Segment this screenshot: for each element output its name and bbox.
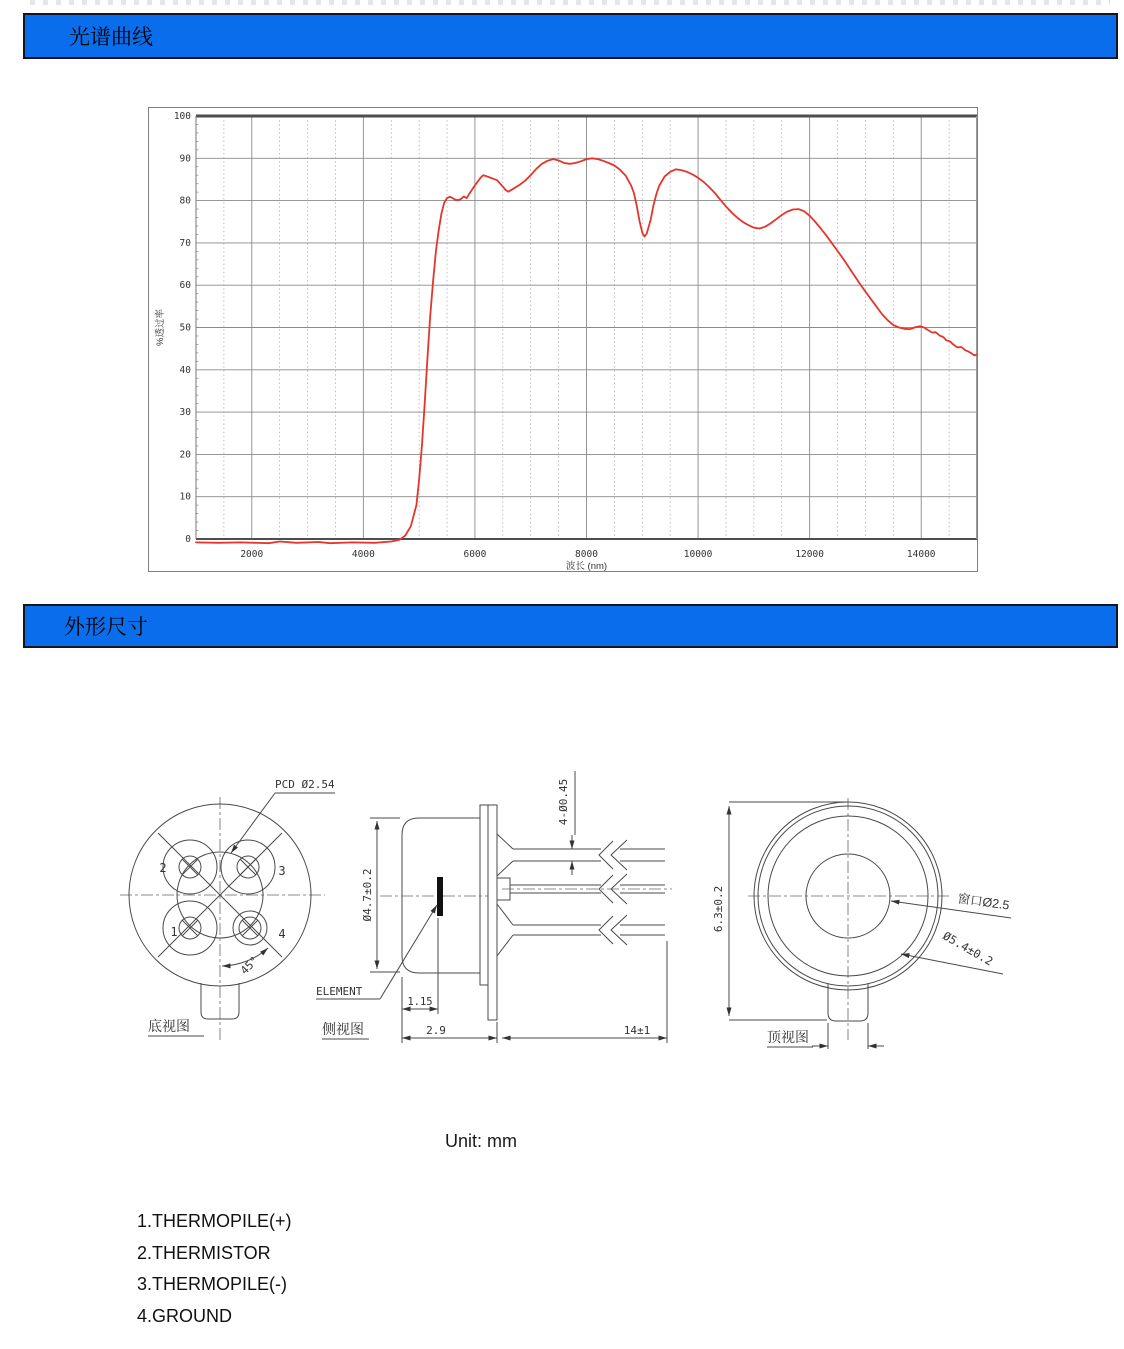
pin-function-4: 4.GROUND — [137, 1305, 233, 1326]
svg-text:10000: 10000 — [683, 549, 713, 560]
bv-pcd-leader — [231, 793, 275, 853]
sv-seal-cones — [497, 834, 513, 956]
bottom-view-texts — [148, 778, 335, 1034]
bv-pin-3 — [221, 840, 275, 894]
svg-text:6000: 6000 — [463, 549, 487, 560]
pin-number-1: 1 — [170, 925, 178, 939]
svg-text:30: 30 — [179, 407, 191, 419]
sv-dia-ext-lines — [370, 818, 400, 972]
svg-text:70: 70 — [179, 237, 191, 249]
spectral-chart-svg — [149, 108, 977, 571]
svg-text:80: 80 — [179, 195, 191, 207]
sv-can-rim — [480, 805, 488, 985]
bottom-view-caption: 底视图 — [148, 1018, 190, 1034]
lead-length-label: 14±1 — [623, 1024, 651, 1037]
sv-element-bar — [437, 877, 443, 916]
bv-pin-4 — [233, 911, 267, 945]
pin-function-2: 2.THERMISTOR — [137, 1242, 271, 1263]
svg-text:10: 10 — [179, 491, 191, 503]
pin-number-3: 3 — [278, 864, 286, 878]
svg-text:20: 20 — [179, 449, 191, 461]
lead-diameter-label: 4-Ø0.45 — [557, 778, 570, 826]
pcd-dimension-label: PCD Ø2.54 — [275, 778, 335, 791]
svg-text:100: 100 — [173, 111, 191, 122]
bottom-view — [120, 793, 335, 1040]
sv-flange — [488, 805, 497, 1020]
svg-text:14000: 14000 — [906, 549, 936, 560]
pin-number-2: 2 — [159, 861, 167, 875]
svg-text:40: 40 — [179, 364, 191, 376]
bv-pin-2 — [163, 840, 217, 894]
section-title-spectral: 光谱曲线 — [69, 25, 153, 49]
sv-element-leader — [380, 905, 437, 999]
section-header-spectral — [23, 13, 1118, 59]
top-view — [729, 798, 1011, 1049]
element-offset-label: 1.15 — [407, 996, 433, 1008]
tv-height-ext-lines — [729, 802, 847, 1020]
top-view-caption: 顶视图 — [767, 1029, 809, 1045]
outline-drawings — [110, 755, 1040, 1055]
sv-break-bottom — [599, 915, 627, 945]
svg-text:4000: 4000 — [351, 549, 375, 560]
sv-pin-bottom — [513, 925, 665, 935]
body-length-label: 2.9 — [426, 1024, 446, 1037]
window-diameter-label: 窗口Ø2.5 — [956, 891, 1011, 913]
angle-45-label: 45° — [237, 953, 262, 978]
svg-text:90: 90 — [179, 153, 191, 165]
svg-text:50: 50 — [179, 322, 191, 334]
svg-text:波长 (nm): 波长 (nm) — [565, 561, 608, 571]
section-header-outline — [23, 604, 1118, 648]
unit-note: Unit: mm — [445, 1131, 517, 1151]
svg-text:60: 60 — [179, 280, 191, 292]
sv-pin-top — [513, 849, 665, 861]
pin-function-1: 1.THERMOPILE(+) — [137, 1211, 292, 1231]
section-title-outline: 外形尺寸 — [64, 615, 148, 639]
side-view-caption: 侧视图 — [322, 1021, 364, 1037]
cap-diameter-label: Ø5.4±0.2 — [940, 928, 996, 969]
element-label: ELEMENT — [316, 985, 363, 998]
pin-number-4: 4 — [278, 927, 286, 941]
svg-text:12000: 12000 — [795, 549, 824, 560]
pin-function-list — [137, 1206, 292, 1332]
pin-function-3: 3.THERMOPILE(-) — [137, 1274, 288, 1294]
sv-break-top — [599, 840, 627, 870]
svg-text:%透过率: %透过率 — [155, 309, 166, 346]
body-diameter-label: Ø4.7±0.2 — [361, 868, 374, 922]
flange-height-label: 6.3±0.2 — [712, 885, 725, 933]
spectral-chart — [148, 107, 978, 572]
svg-text:8000: 8000 — [575, 549, 598, 560]
side-view-texts — [316, 779, 650, 1037]
page-top-artifact — [30, 0, 1110, 5]
svg-text:0: 0 — [185, 534, 191, 545]
svg-text:2000: 2000 — [240, 549, 264, 560]
